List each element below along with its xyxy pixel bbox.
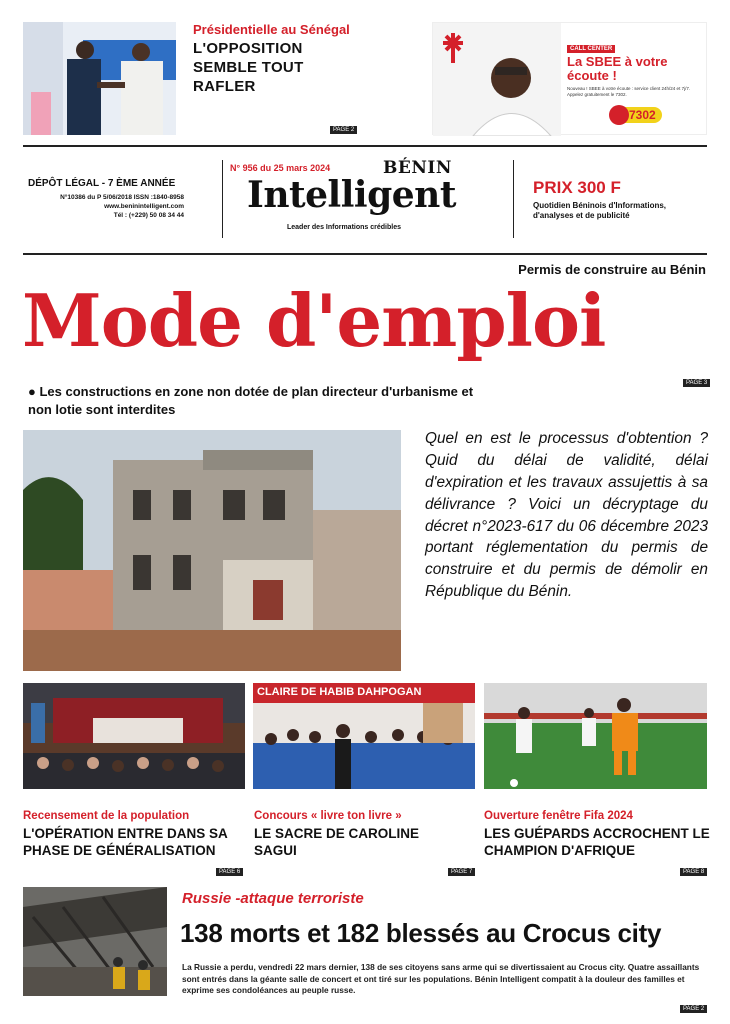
paper-description: Quotidien Béninois d'Informations, d'analyses et de publicité <box>533 201 667 221</box>
bottom-kicker: Russie -attaque terroriste <box>182 890 364 907</box>
lead-headline[interactable]: Mode d'emploi <box>22 278 606 363</box>
website-link[interactable]: www.beninintelligent.com <box>104 202 184 210</box>
contest-photo <box>253 683 475 789</box>
masthead-divider <box>513 160 514 238</box>
price: PRIX 300 F <box>533 178 621 197</box>
teaser-headline-line: L'OPPOSITION <box>193 40 303 57</box>
ad-title: La SBEE à votre écoute ! <box>567 54 668 83</box>
rule-masthead-bottom <box>23 253 707 255</box>
legal-info <box>28 194 208 220</box>
story-kicker: Ouverture fenêtre Fifa 2024 <box>484 810 633 822</box>
story-headline: LES GUÉPARDS ACCROCHENT LE CHAMPION D'AFRIQUE <box>484 826 710 858</box>
football-photo <box>484 683 707 789</box>
masthead-logo[interactable]: Intelligent <box>247 174 456 216</box>
sbee-ad[interactable] <box>432 22 707 135</box>
ad-badge: CALL CENTER <box>567 45 615 53</box>
story-football[interactable] <box>484 810 710 860</box>
page-ref: PAGE 6 <box>216 868 243 876</box>
page-ref: PAGE 3 <box>683 379 710 387</box>
banner-text: CLAIRE DE HABIB DAHPOGAN <box>257 686 422 698</box>
legal-title: DÉPÔT LÉGAL - 7 ÈME ANNÉE <box>28 178 176 189</box>
story-census[interactable] <box>23 810 248 860</box>
story-headline: LE SACRE DE CAROLINE SAGUI <box>254 826 420 858</box>
issue-number: N° 956 du 25 mars 2024 <box>230 163 331 173</box>
story-kicker: Concours « livre ton livre » <box>254 810 402 822</box>
page-ref: PAGE 7 <box>448 868 475 876</box>
senegal-photo <box>23 22 176 135</box>
phone-icon <box>609 105 629 125</box>
lead-bullet-text: Les constructions en zone non dotée de plan directeur d'urbanisme et non lotie sont interdites <box>28 384 474 417</box>
teaser-headline[interactable] <box>193 40 304 96</box>
bottom-headline[interactable]: 138 morts et 182 blessés au Crocus city <box>180 918 662 948</box>
masthead-divider <box>222 160 223 238</box>
lead-kicker: Permis de construire au Bénin <box>518 262 706 277</box>
story-headline: L'OPÉRATION ENTRE DANS SA PHASE DE GÉNÉRALISATION <box>23 826 228 858</box>
story-contest[interactable] <box>254 810 479 860</box>
teaser-headline-line: RAFLER <box>193 77 256 95</box>
teaser-headline-line: SEMBLE TOUT <box>193 58 304 76</box>
page-ref: PAGE 2 <box>330 126 357 134</box>
story-kicker: Recensement de la population <box>23 810 190 822</box>
page-ref: PAGE 2 <box>680 1005 707 1013</box>
masthead-tagline: Leader des Informations crédibles <box>287 224 401 231</box>
page-ref: PAGE 8 <box>680 868 707 876</box>
crocus-photo <box>23 887 167 996</box>
phone-number: Tél : (+229) 50 08 34 44 <box>113 211 184 219</box>
bottom-body: La Russie a perdu, vendredi 22 mars dernier, 138 de ses citoyens sans arme qui se divertissaient au Crocus city. Quatre assaillants sont entrés dans la géante salle de concert et ont tiré sur les populations. Bénin Intelligent compatit à la douleur des familles et exprime ses condoléances au peuple russe. <box>182 962 700 996</box>
lead-intro: Quel en est le processus d'obtention ? Quid du délai de validité, délai d'expiration et les travaux assujettis à sa délivrance ? Voici un décryptage du décret n°2023-617 du 06 décembre 2023 portant réglementation du permis de construire et du permis de démolir en République du Bénin. <box>425 430 708 601</box>
legal-issn: N°10386 du P 5/06/2018 ISSN :1840-8958 <box>60 194 184 201</box>
census-photo <box>23 683 245 789</box>
ad-number-badge <box>611 107 662 123</box>
ad-number: 7302 <box>629 108 656 122</box>
teaser-kicker: Présidentielle au Sénégal <box>193 22 350 37</box>
bullet-icon: ● <box>28 384 40 399</box>
construction-photo <box>23 430 401 671</box>
call-center-photo <box>433 23 561 136</box>
rule-top <box>23 145 707 147</box>
lead-bullet <box>28 383 488 418</box>
masthead-name-top: BÉNIN <box>383 158 452 178</box>
ad-body: Nouveau ! SBEE à votre écoute : service client 24h/24 et 7j/7. Appelez gratuitement le 7302. <box>567 86 691 97</box>
